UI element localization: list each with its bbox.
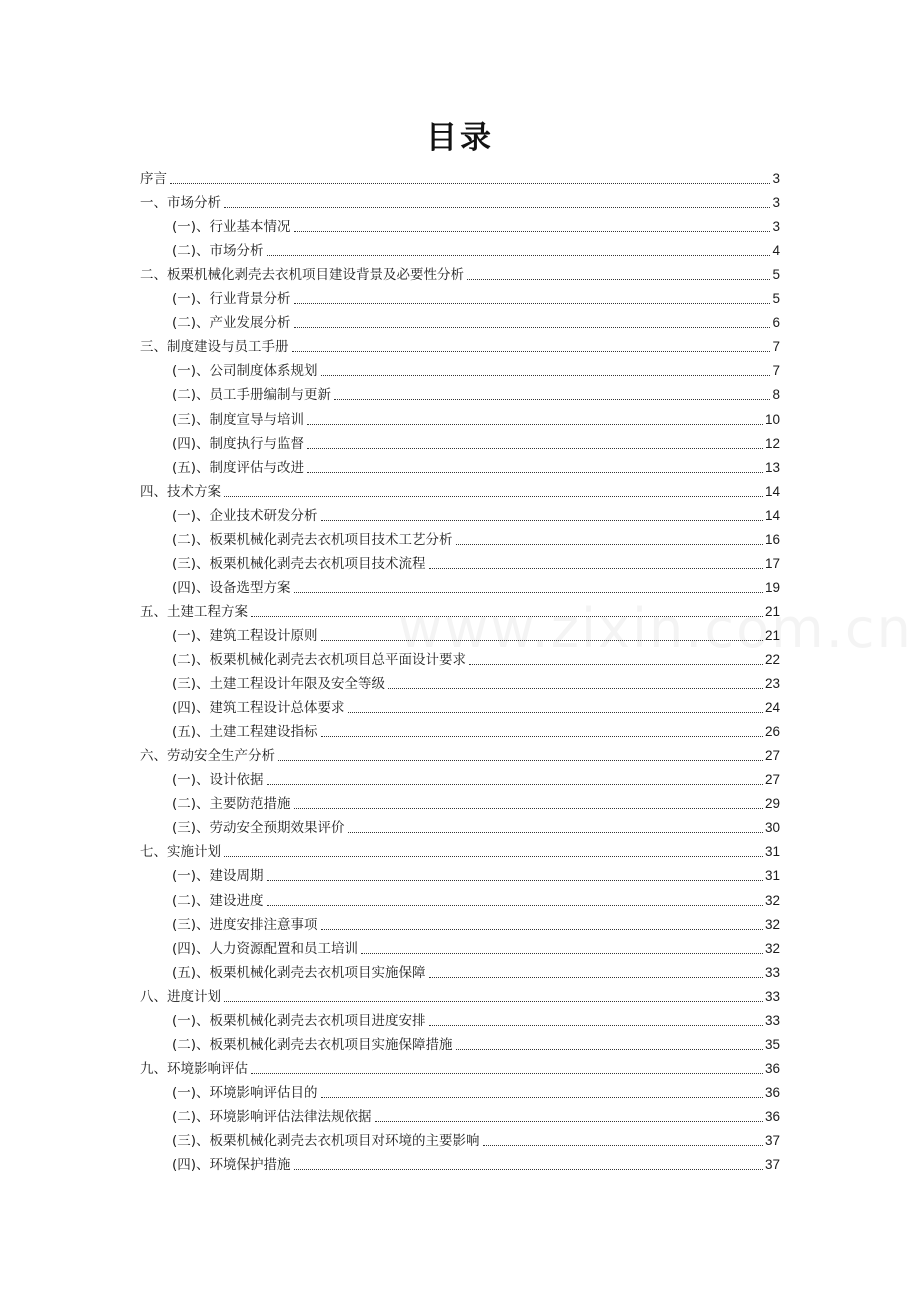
- toc-entry-text: 九、环境影响评估: [140, 1060, 248, 1077]
- toc-subentry[interactable]: [172, 429, 780, 453]
- toc-page-number: 31: [764, 868, 780, 884]
- toc-page-number: 36: [764, 1108, 780, 1124]
- toc-dot-leader: [348, 832, 763, 833]
- toc-page-number: 22: [764, 652, 780, 667]
- toc-entry[interactable]: [140, 982, 780, 1006]
- toc-subentry[interactable]: [172, 861, 780, 885]
- toc-page-number: 6: [772, 315, 780, 331]
- toc-subentry[interactable]: [172, 669, 780, 693]
- toc-entry-text: 四、技术方案: [140, 483, 221, 500]
- toc-entry-text: (一)、行业背景分析: [172, 291, 291, 308]
- toc-dot-leader: [267, 880, 763, 881]
- toc-page-number: 30: [764, 820, 780, 836]
- toc-entry-text: (三)、土建工程设计年限及安全等级: [172, 676, 386, 693]
- toc-page-number: 5: [772, 267, 780, 283]
- toc-entry-text: 序言: [140, 171, 167, 187]
- toc-dot-leader: [251, 1073, 763, 1074]
- toc-page-number: 33: [764, 964, 780, 980]
- toc-dot-leader: [456, 1049, 763, 1050]
- toc-dot-leader: [469, 664, 763, 665]
- toc-entry-text: (五)、板栗机械化剥壳去衣机项目实施保障: [172, 964, 426, 981]
- toc-page-number: 17: [764, 555, 780, 571]
- toc-page-number: 33: [764, 988, 780, 1004]
- toc-page-number: 36: [764, 1084, 780, 1100]
- toc-dot-leader: [267, 905, 763, 906]
- toc-page-number: 3: [772, 219, 780, 235]
- toc-entry-text: (四)、制度执行与监督: [172, 435, 305, 452]
- toc-entry-text: (三)、制度宣导与培训: [172, 411, 305, 428]
- toc-page-number: 7: [772, 339, 780, 355]
- toc-page-number: 31: [764, 844, 780, 860]
- toc-entry-text: (一)、设计依据: [172, 772, 264, 789]
- toc-entry-text: (一)、企业技术研发分析: [172, 507, 318, 524]
- toc-entry[interactable]: [140, 1054, 780, 1078]
- toc-entry-text: (一)、公司制度体系规划: [172, 363, 318, 380]
- toc-entry-text: (五)、土建工程建设指标: [172, 724, 318, 741]
- toc-dot-leader: [294, 231, 771, 232]
- toc-page-number: 35: [764, 1036, 780, 1052]
- toc-page-number: 7: [772, 363, 780, 379]
- toc-subentry[interactable]: [172, 1006, 780, 1030]
- toc-entry-text: (四)、建筑工程设计总体要求: [172, 700, 345, 717]
- toc-entry-text: 八、进度计划: [140, 988, 221, 1005]
- toc-subentry[interactable]: [172, 621, 780, 645]
- toc-dot-leader: [267, 255, 771, 256]
- toc-page-number: 10: [764, 411, 780, 427]
- toc-dot-leader: [224, 496, 763, 497]
- toc-entry[interactable]: [140, 332, 780, 356]
- toc-entry-text: (四)、环境保护措施: [172, 1157, 291, 1174]
- toc-page-number: 27: [764, 772, 780, 788]
- toc-entry-text: 五、土建工程方案: [140, 603, 248, 620]
- toc-entry-text: (三)、板栗机械化剥壳去衣机项目对环境的主要影响: [172, 1133, 480, 1149]
- toc-subentry[interactable]: [172, 573, 780, 597]
- toc-page-number: 13: [764, 459, 780, 475]
- toc-entry[interactable]: [140, 260, 780, 284]
- toc-dot-leader: [429, 568, 763, 569]
- toc-dot-leader: [294, 1169, 763, 1170]
- toc-entry-text: (一)、板栗机械化剥壳去衣机项目进度安排: [172, 1012, 426, 1029]
- toc-dot-leader: [224, 856, 763, 857]
- toc-entry[interactable]: [140, 597, 780, 621]
- toc-page-number: 21: [764, 627, 780, 643]
- toc-subentry[interactable]: [172, 236, 780, 260]
- toc-dot-leader: [224, 207, 770, 208]
- toc-dot-leader: [307, 472, 763, 473]
- toc-page-number: 4: [772, 243, 780, 259]
- toc-entry-text: (二)、市场分析: [172, 243, 264, 260]
- toc-entry-text: (二)、员工手册编制与更新: [172, 387, 332, 404]
- toc-entry-text: (四)、设备选型方案: [172, 579, 291, 596]
- toc-entry-text: (五)、制度评估与改进: [172, 459, 305, 476]
- toc-page-number: 3: [772, 171, 780, 186]
- toc-dot-leader: [278, 760, 763, 761]
- toc-subentry[interactable]: [172, 212, 780, 236]
- toc-subentry[interactable]: [172, 717, 780, 741]
- toc-entry[interactable]: [140, 164, 780, 188]
- toc-subentry[interactable]: [172, 380, 780, 404]
- toc-dot-leader: [321, 520, 763, 521]
- toc-entry-text: (二)、板栗机械化剥壳去衣机项目总平面设计要求: [172, 652, 467, 668]
- toc-dot-leader: [429, 1025, 763, 1026]
- toc-dot-leader: [294, 327, 771, 328]
- toc-dot-leader: [307, 448, 763, 449]
- toc-entry-text: (二)、环境影响评估法律法规依据: [172, 1108, 372, 1125]
- toc-subentry[interactable]: [172, 1126, 780, 1150]
- toc-subentry[interactable]: [172, 645, 780, 669]
- toc-dot-leader: [321, 375, 771, 376]
- toc-page-number: 27: [764, 748, 780, 764]
- toc-entry-text: (二)、建设进度: [172, 892, 264, 909]
- toc-page-number: 33: [764, 1012, 780, 1028]
- toc-subentry[interactable]: [172, 525, 780, 549]
- toc-page-number: 14: [764, 483, 780, 499]
- toc-subentry[interactable]: [172, 356, 780, 380]
- toc-page-number: 32: [764, 940, 780, 956]
- toc-subentry[interactable]: [172, 1150, 780, 1174]
- toc-dot-leader: [294, 303, 771, 304]
- toc-subentry[interactable]: [172, 765, 780, 789]
- toc-page-number: 32: [764, 892, 780, 908]
- toc-subentry[interactable]: [172, 958, 780, 982]
- toc-entry-text: (三)、进度安排注意事项: [172, 916, 318, 933]
- toc-page-number: 14: [764, 507, 780, 523]
- toc-dot-leader: [429, 977, 763, 978]
- toc-page-number: 16: [764, 531, 780, 547]
- toc-subentry[interactable]: [172, 886, 780, 910]
- toc-dot-leader: [321, 640, 763, 641]
- toc-page-number: 26: [764, 724, 780, 740]
- toc-dot-leader: [467, 279, 770, 280]
- toc-page-number: 23: [764, 676, 780, 692]
- toc-subentry[interactable]: [172, 1030, 780, 1054]
- toc-entry-text: (一)、环境影响评估目的: [172, 1084, 318, 1101]
- toc-entry-text: (一)、建设周期: [172, 868, 264, 885]
- toc-dot-leader: [170, 183, 770, 184]
- toc-subentry[interactable]: [172, 934, 780, 958]
- toc-entry-text: (一)、建筑工程设计原则: [172, 627, 318, 644]
- toc-subentry[interactable]: [172, 693, 780, 717]
- toc-page-number: 36: [764, 1060, 780, 1076]
- toc-dot-leader: [307, 424, 763, 425]
- toc-subentry[interactable]: [172, 789, 780, 813]
- toc-page-number: 37: [764, 1157, 780, 1173]
- toc-subentry[interactable]: [172, 501, 780, 525]
- toc-entry-text: (三)、劳动安全预期效果评价: [172, 820, 345, 837]
- toc-page-number: 8: [772, 387, 780, 403]
- toc-dot-leader: [294, 592, 763, 593]
- toc-dot-leader: [456, 544, 763, 545]
- toc-page-number: 3: [772, 195, 780, 211]
- toc-dot-leader: [321, 929, 763, 930]
- toc-dot-leader: [334, 399, 770, 400]
- toc-subentry[interactable]: [172, 1078, 780, 1102]
- toc-dot-leader: [321, 1097, 763, 1098]
- toc-dot-leader: [361, 953, 763, 954]
- toc-dot-leader: [375, 1121, 763, 1122]
- toc-entry-text: 一、市场分析: [140, 195, 221, 212]
- toc-page-number: 32: [764, 916, 780, 932]
- toc-page-number: 19: [764, 579, 780, 595]
- toc-entry-text: (二)、产业发展分析: [172, 315, 291, 332]
- toc-entry-text: (一)、行业基本情况: [172, 219, 291, 236]
- toc-entry[interactable]: [140, 477, 780, 501]
- toc-entry-text: (三)、板栗机械化剥壳去衣机项目技术流程: [172, 555, 426, 572]
- toc-entry[interactable]: [140, 741, 780, 765]
- toc-subentry[interactable]: [172, 308, 780, 332]
- toc-entry[interactable]: [140, 837, 780, 861]
- toc-entry-text: 六、劳动安全生产分析: [140, 748, 275, 765]
- toc-entry-text: (四)、人力资源配置和员工培训: [172, 940, 359, 957]
- toc-entry-text: 三、制度建设与员工手册: [140, 339, 289, 356]
- toc-subentry[interactable]: [172, 405, 780, 429]
- toc-page-number: 21: [764, 603, 780, 619]
- toc-entry-text: (二)、板栗机械化剥壳去衣机项目技术工艺分析: [172, 531, 453, 548]
- toc-subentry[interactable]: [172, 549, 780, 573]
- toc-dot-leader: [294, 808, 763, 809]
- toc-dot-leader: [224, 1001, 763, 1002]
- toc-page-number: 12: [764, 435, 780, 451]
- toc-page-number: 37: [764, 1133, 780, 1148]
- toc-dot-leader: [388, 688, 763, 689]
- toc-dot-leader: [251, 616, 763, 617]
- toc-entry-text: 七、实施计划: [140, 844, 221, 861]
- toc-page-number: 5: [772, 291, 780, 307]
- toc-entry-text: (二)、主要防范措施: [172, 796, 291, 813]
- toc-subentry[interactable]: [172, 910, 780, 934]
- toc-entry[interactable]: [140, 188, 780, 212]
- toc-entry-text: 二、板栗机械化剥壳去衣机项目建设背景及必要性分析: [140, 267, 464, 284]
- toc-subentry[interactable]: [172, 453, 780, 477]
- toc-entry-text: (二)、板栗机械化剥壳去衣机项目实施保障措施: [172, 1036, 453, 1053]
- toc-dot-leader: [267, 784, 763, 785]
- toc-page-number: 29: [764, 796, 780, 812]
- toc-subentry[interactable]: [172, 813, 780, 837]
- toc-dot-leader: [292, 351, 771, 352]
- page-title: 目录: [426, 120, 494, 156]
- toc-dot-leader: [483, 1145, 763, 1146]
- toc-subentry[interactable]: [172, 1102, 780, 1126]
- toc-page-number: 24: [764, 700, 780, 716]
- toc-dot-leader: [348, 712, 763, 713]
- toc-dot-leader: [321, 736, 763, 737]
- toc-subentry[interactable]: [172, 284, 780, 308]
